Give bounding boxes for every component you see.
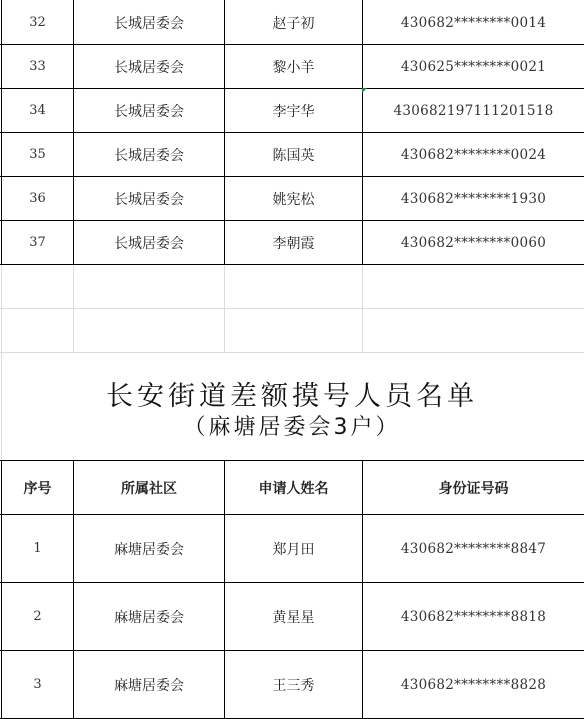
header-serial-number[interactable]: 序号 (23, 480, 52, 497)
id-number-cell[interactable]: 430682********8818 (400, 608, 547, 625)
table-row[interactable] (0, 651, 584, 718)
applicant-name-cell[interactable]: 李宇华 (272, 103, 315, 120)
cell-comment-marker (362, 88, 367, 93)
community-cell[interactable]: 长城居委会 (114, 235, 184, 252)
row-number-cell[interactable]: 36 (29, 191, 46, 206)
header-community[interactable]: 所属社区 (121, 480, 177, 497)
row-number-cell[interactable]: 3 (33, 677, 42, 692)
row-number-cell[interactable]: 34 (29, 103, 46, 118)
row-number-cell[interactable]: 32 (29, 15, 46, 30)
header-id-number[interactable]: 身份证号码 (438, 480, 509, 497)
id-number-cell[interactable]: 430682197111201518 (393, 102, 554, 119)
applicant-name-cell[interactable]: 陈国英 (272, 147, 315, 164)
table-border (224, 460, 225, 719)
applicant-name-cell[interactable]: 姚宪松 (272, 191, 315, 208)
id-number-cell[interactable]: 430682********0024 (400, 146, 547, 163)
table-row[interactable] (0, 1, 584, 44)
community-cell[interactable]: 长城居委会 (114, 103, 184, 120)
section-subtitle: （麻塘居委会3户） (183, 415, 401, 440)
table-border (224, 0, 225, 265)
row-number-cell[interactable]: 2 (33, 609, 42, 624)
id-number-cell[interactable]: 430682********0014 (400, 14, 547, 31)
grid-line (0, 308, 584, 309)
table-border (0, 88, 584, 89)
table-border (362, 460, 363, 719)
applicant-name-cell[interactable]: 赵子初 (272, 15, 315, 32)
header-applicant-name[interactable]: 申请人姓名 (258, 480, 329, 497)
id-number-cell[interactable]: 430682********8828 (400, 676, 547, 693)
table-row[interactable] (0, 177, 584, 220)
community-cell[interactable]: 麻塘居委会 (114, 541, 184, 558)
table-border (0, 264, 584, 265)
table-row[interactable] (0, 221, 584, 264)
grid-line (362, 265, 363, 352)
table-border (0, 650, 584, 651)
table-row[interactable] (0, 515, 584, 582)
id-number-cell[interactable]: 430625********0021 (400, 58, 547, 75)
applicant-name-cell[interactable]: 黎小羊 (272, 59, 315, 76)
table-border (0, 220, 584, 221)
row-number-cell[interactable]: 33 (29, 59, 46, 74)
row-number-cell[interactable]: 37 (29, 235, 46, 250)
community-cell[interactable]: 麻塘居委会 (114, 677, 184, 694)
table-row[interactable] (0, 89, 584, 132)
community-cell[interactable]: 长城居委会 (114, 15, 184, 32)
community-cell[interactable]: 长城居委会 (114, 191, 184, 208)
table-row[interactable] (0, 45, 584, 88)
grid-line (73, 265, 74, 352)
applicant-name-cell[interactable]: 王三秀 (272, 677, 315, 694)
id-number-cell[interactable]: 430682********8847 (400, 540, 547, 557)
row-number-cell[interactable]: 35 (29, 147, 46, 162)
section-title: 长安街道差额摸号人员名单 (106, 381, 478, 412)
table-border (0, 176, 584, 177)
table-border (1, 0, 2, 265)
table-border (73, 460, 74, 719)
id-number-cell[interactable]: 430682********0060 (400, 234, 547, 251)
community-cell[interactable]: 长城居委会 (114, 147, 184, 164)
grid-line (224, 265, 225, 352)
table-border (1, 460, 2, 719)
table-row[interactable] (0, 583, 584, 650)
table-border (0, 514, 584, 515)
table-border (362, 0, 363, 265)
table-border (0, 44, 584, 45)
applicant-name-cell[interactable]: 李朝霞 (272, 235, 315, 252)
applicant-name-cell[interactable]: 黄星星 (272, 609, 315, 626)
table-row[interactable] (0, 133, 584, 176)
community-cell[interactable]: 麻塘居委会 (114, 609, 184, 626)
applicant-name-cell[interactable]: 郑月田 (272, 541, 315, 558)
table-header-row (0, 461, 584, 514)
grid-line (0, 352, 584, 353)
table-border (0, 132, 584, 133)
row-number-cell[interactable]: 1 (33, 541, 42, 556)
table-border (73, 0, 74, 265)
id-number-cell[interactable]: 430682********1930 (400, 190, 547, 207)
table-border (0, 460, 584, 461)
community-cell[interactable]: 长城居委会 (114, 59, 184, 76)
table-border (0, 582, 584, 583)
